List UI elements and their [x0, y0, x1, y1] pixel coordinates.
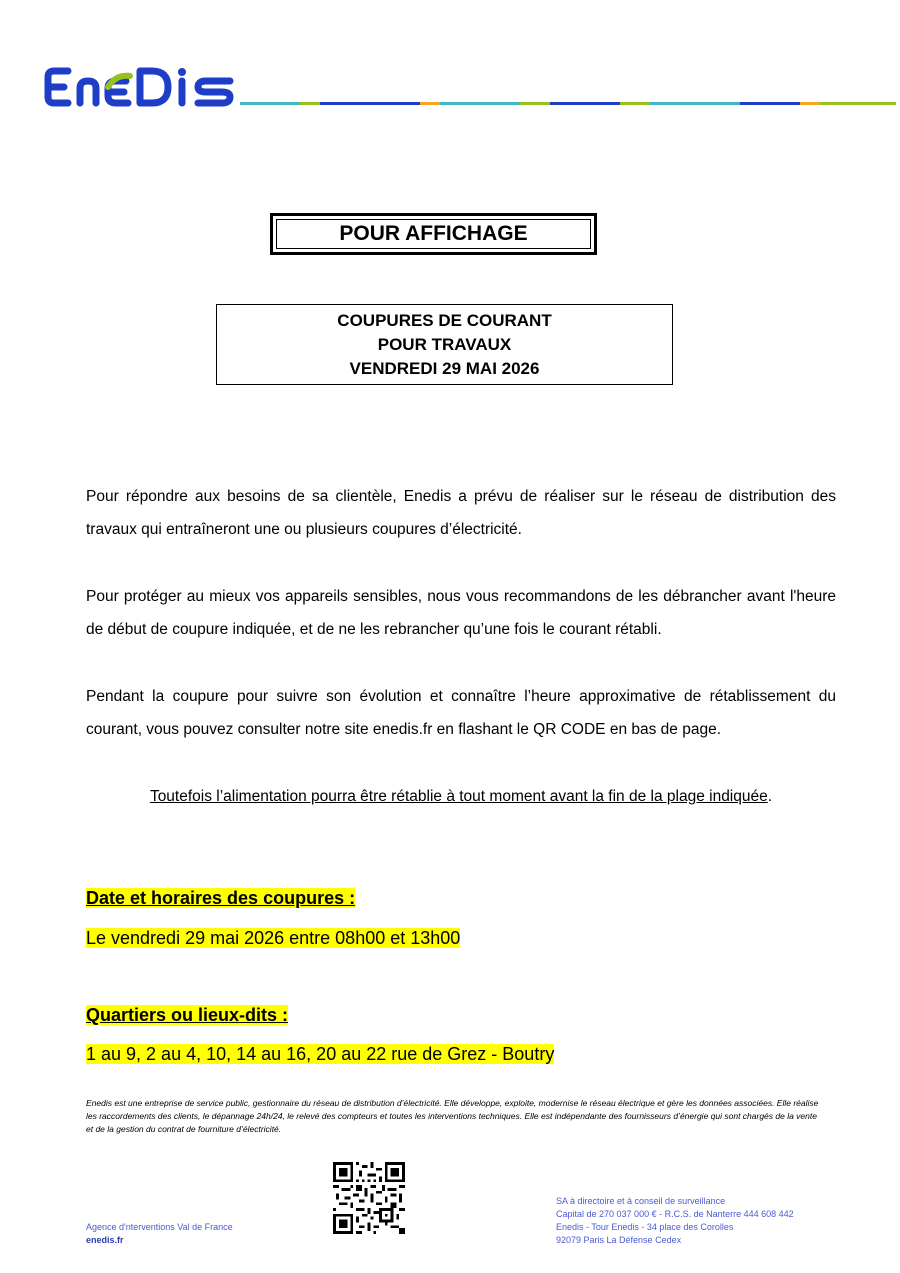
paragraph-intro: Pour répondre aux besoins de sa clientèle, Enedis a prévu de réaliser sur le réseau de distribution des travaux qui entraîneront une ou plusieurs coupures d’électricité.	[86, 488, 836, 538]
notice-title-line-3: VENDREDI 29 MAI 2026	[349, 358, 540, 378]
schedule-value-text: Le vendredi 29 mai 2026 entre 08h00 et 13h00	[86, 928, 461, 948]
restoration-notice-text: Toutefois l’alimentation pourra être rétablie à tout moment avant la fin de la plage indiquée	[149, 788, 768, 805]
qr-code[interactable]	[333, 1162, 405, 1234]
website-link[interactable]: enedis.fr	[86, 1235, 124, 1245]
schedule-heading	[86, 885, 355, 911]
notice-title-line-1: COUPURES DE COURANT	[337, 310, 552, 330]
notice-title-box	[216, 304, 673, 385]
disclaimer: Enedis est une entreprise de service public, gestionnaire du réseau de distribution d’électricité. Elle développe, exploite, modernise le réseau électrique et gère les données associées. Elle réalise les raccordements des clients, le dépannage 24h/24, le relevé des compteurs et toutes les interventions techniques. Elle est indépendante des fournisseurs d’énergie qui sont chargés de la vente et de la gestion du contrat de fourniture d’électricité.	[86, 1098, 819, 1134]
locations-heading	[86, 1002, 288, 1028]
restoration-notice	[86, 783, 836, 811]
footer-company-info	[556, 1195, 794, 1247]
locations-heading-text: Quartiers ou lieux-dits :	[86, 1005, 289, 1025]
display-label-box	[270, 213, 597, 255]
locations-value	[86, 1041, 554, 1067]
restoration-notice-end: .	[767, 788, 773, 805]
company-line-1: SA à directoire et à conseil de surveillance	[556, 1196, 726, 1206]
paragraph-recommendation: Pour protéger au mieux vos appareils sensibles, nous vous recommandons de les débrancher avant l'heure de début de coupure indiquée, et de ne les rebrancher qu’une fois le courant rétabli.	[86, 588, 836, 638]
locations-value-text: 1 au 9, 2 au 4, 10, 14 au 16, 20 au 22 rue de Grez - Boutry	[86, 1044, 555, 1064]
paragraph-follow-up: Pendant la coupure pour suivre son évolution et connaître l’heure approximative de rétablissement du courant, vous pouvez consulter notre site enedis.fr en flashant le QR CODE en bas de page.	[86, 688, 836, 738]
footer-agency	[86, 1221, 233, 1247]
company-line-4: 92079 Paris La Défense Cedex	[556, 1235, 682, 1245]
display-label: POUR AFFICHAGE	[276, 219, 591, 249]
header-divider	[240, 102, 896, 105]
schedule-heading-text: Date et horaires des coupures :	[86, 888, 356, 908]
notice-title-line-2: POUR TRAVAUX	[377, 334, 512, 354]
schedule-value	[86, 925, 460, 951]
company-line-3: Enedis - Tour Enedis - 34 place des Corolles	[556, 1222, 734, 1232]
agency-name: Agence d'nterventions Val de France	[86, 1222, 233, 1232]
enedis-logo	[44, 66, 236, 108]
company-line-2: Capital de 270 037 000 € - R.C.S. de Nanterre 444 608 442	[556, 1209, 794, 1219]
